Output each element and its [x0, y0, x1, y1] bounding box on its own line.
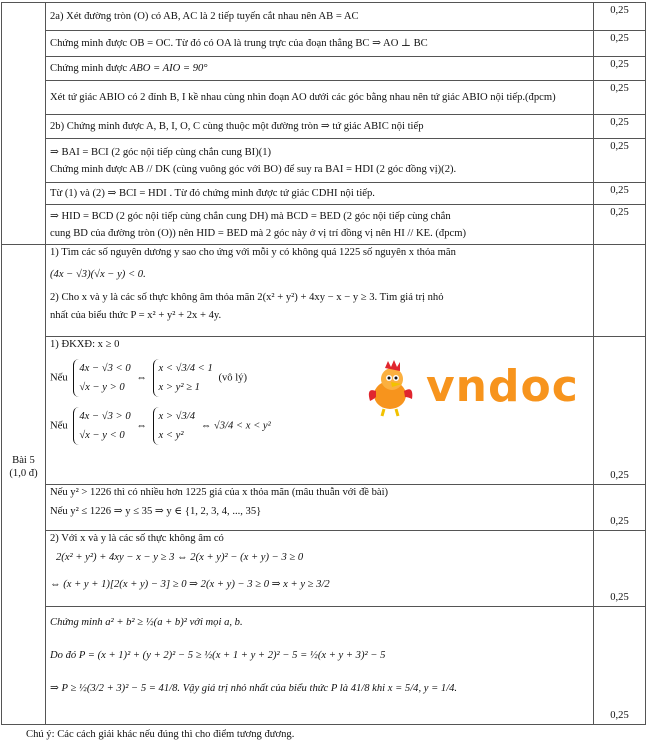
bai5-sol3-score: 0,25: [594, 607, 646, 725]
bai5-s3-l2: Do đó P = (x + 1)² + (y + 2)² − 5 ≥ ½(x + 1 + y + 2)² − 5 = ½(x + y + 3)² − 5: [50, 650, 386, 661]
row-2a-angle-score: 0,25: [594, 57, 646, 81]
row-2b-hike-line1: ⇒ HID = BCD (2 góc nội tiếp cùng chắn cung DH) mà BCD = BED (2 góc nội tiếp cùng chắn: [50, 210, 451, 222]
row-2a-angle-text: Chứng minh được ABO = AIO = 90°: [46, 57, 594, 81]
bai5-sol2: [46, 531, 594, 607]
bai5-s3-l1: Chứng minh a² + b² ≥ ½(a + b)² với mọi a, b.: [50, 617, 243, 628]
vndoc-logo: [358, 359, 594, 417]
bai5-sol2-score: 0,25: [594, 531, 646, 607]
bai5-s2-l1: 2(x² + y²) + 4xy − x − y ≥ 3 ⇔ 2(x + y)² − (x + y) − 3 ≥ 0: [56, 552, 304, 563]
bai5-result2c: ⇔ √3/4 < x < y²: [200, 420, 271, 432]
row-2b-text: 2b) Chứng minh được A, B, I, O, C cùng thuộc một đường tròn ⇒ tứ giác ABIC nội tiếp: [46, 115, 594, 139]
row-2a-score: 0,25: [594, 3, 646, 31]
row-2b-line2: Chứng minh được AB // DK (cùng vuông góc với BO) để suy ra BAI = HDI (2 góc đồng vị)(2).: [50, 163, 457, 175]
bai5-s2-l2: ⇔ (x + y + 1)[2(x + y) − 3] ≥ 0 ⇒ 2(x + y) − 3 ≥ 0 ⇒ x + y ≥ 3/2: [50, 579, 330, 590]
row-2b-cdhi-score: 0,25: [594, 183, 646, 205]
bai5-q2: 2) Cho x và y là các số thực không âm thỏa mãn 2(x² + y²) + 4xy − x − y ≥ 3. Tìm giá trị nhỏ: [50, 292, 444, 303]
row-2a-abio-score: 0,25: [594, 81, 646, 115]
rooster-mascot-icon: [358, 359, 422, 417]
row-2a-text: 2a) Xét đường tròn (O) có AB, AC là 2 tiếp tuyến cắt nhau nên AB = AC: [46, 3, 594, 31]
row-2b-angles-score: 0,25: [594, 139, 646, 183]
row-2b-cdhi-text: Từ (1) và (2) ⇒ BCI = HDI . Từ đó chứng minh được tứ giác CDHI nội tiếp.: [46, 183, 594, 205]
row-2b-hike-score: 0,25: [594, 205, 646, 245]
bai5-s1-head: 1) ĐKXĐ: x ≥ 0: [50, 339, 120, 350]
empty-label-cell: [2, 3, 46, 245]
row-2b-hike-text: [46, 205, 594, 245]
bai5-q1: 1) Tìm các số nguyên dương y sao cho ứng với mỗi y có không quá 1225 số nguyên x thỏa mãn: [50, 247, 456, 258]
row-2a-oa-text: Chứng minh được OB = OC. Từ đó có OA là trung trực của đoạn thẳng BC ⇒ AO ⊥ BC: [46, 31, 594, 57]
bai5-sol1b: [46, 485, 594, 531]
row-2b-line1: ⇒ BAI = BCI (2 góc nội tiếp cùng chắn cung BI)(1): [50, 146, 272, 158]
bai5-neu1: Nếu: [50, 372, 68, 384]
footer-note: Chú ý: Các cách giải khác nếu đúng thì cho điểm tương đương.: [26, 729, 295, 740]
bai5-sol1b-score: 0,25: [594, 485, 646, 531]
bai5-system2: 4x − √3 > 0 √x − y < 0: [73, 407, 130, 445]
bai5-s2-head: 2) Với x và y là các số thực không âm có: [50, 533, 224, 544]
bai5-q2b: nhất của biểu thức P = x² + y² + 2x + 4y.: [50, 310, 222, 321]
bai5-result1: x < √3/4 < 1 x > y² ≥ 1: [153, 359, 213, 397]
row-2b-hike-line2: cung BD của đường tròn (O)) nên HID = BED mà 2 góc này ở vị trí đồng vị nên HI // KE. (đpcm): [50, 227, 466, 239]
bai5-question-score: [594, 245, 646, 337]
row-2b-angles-text: [46, 139, 594, 183]
row-2a-oa-score: 0,25: [594, 31, 646, 57]
bai5-label: Bài 5: [12, 455, 35, 466]
bai5-result2: x > √3/4 x < y²: [153, 407, 196, 445]
bai5-neu2: Nếu: [50, 420, 68, 432]
bai5-question: [46, 245, 594, 337]
bai5-points: (1,0 đ): [9, 468, 38, 479]
row-2b-score: 0,25: [594, 115, 646, 139]
bai5-q1-ineq: (4x − √3)(√x − y) < 0.: [50, 269, 146, 280]
bai5-s3-l3: ⇒ P ≥ ½(3/2 + 3)² − 5 = 41/8. Vậy giá trị nhỏ nhất của biểu thức P là 41/8 khi x = 5/4, y = 1/4.: [50, 683, 458, 694]
row-2a-abio-text: Xét tứ giác ABIO có 2 đỉnh B, I kề nhau cùng nhìn đoạn AO dưới các góc bằng nhau nên tứ giác ABIO nội tiếp.(đpcm): [46, 81, 594, 115]
bai5-sol3: [46, 607, 594, 725]
bai5-s1-l2: Nếu y² ≤ 1226 ⇒ y ≤ 35 ⇒ y ∈ {1, 2, 3, 4, ..., 35}: [50, 506, 262, 517]
bai5-sol1-score: 0,25: [594, 337, 646, 485]
vndoc-logo-text: vndoc: [426, 361, 579, 412]
bai5-system1: 4x − √3 < 0 √x − y > 0: [73, 359, 130, 397]
bai5-s1-l1: Nếu y² > 1226 thì có nhiều hơn 1225 giá của x thỏa mãn (mâu thuẫn với đề bài): [50, 487, 389, 498]
bai5-label-cell: [2, 245, 46, 725]
bai5-sol1: 1) ĐKXĐ: x ≥ 0 Nếu 4x − √3 < 0 √x − y > 0 ⇔ x < √3/4 < 1 x > y² ≥ 1 (vô lý) Nếu 4x − √3 > 0 √x − y < 0 ⇔ x > √3/4 x < y² ⇔ √3/4 < x < y²: [46, 337, 594, 485]
bai5-vo-ly: (vô lý): [218, 372, 247, 384]
